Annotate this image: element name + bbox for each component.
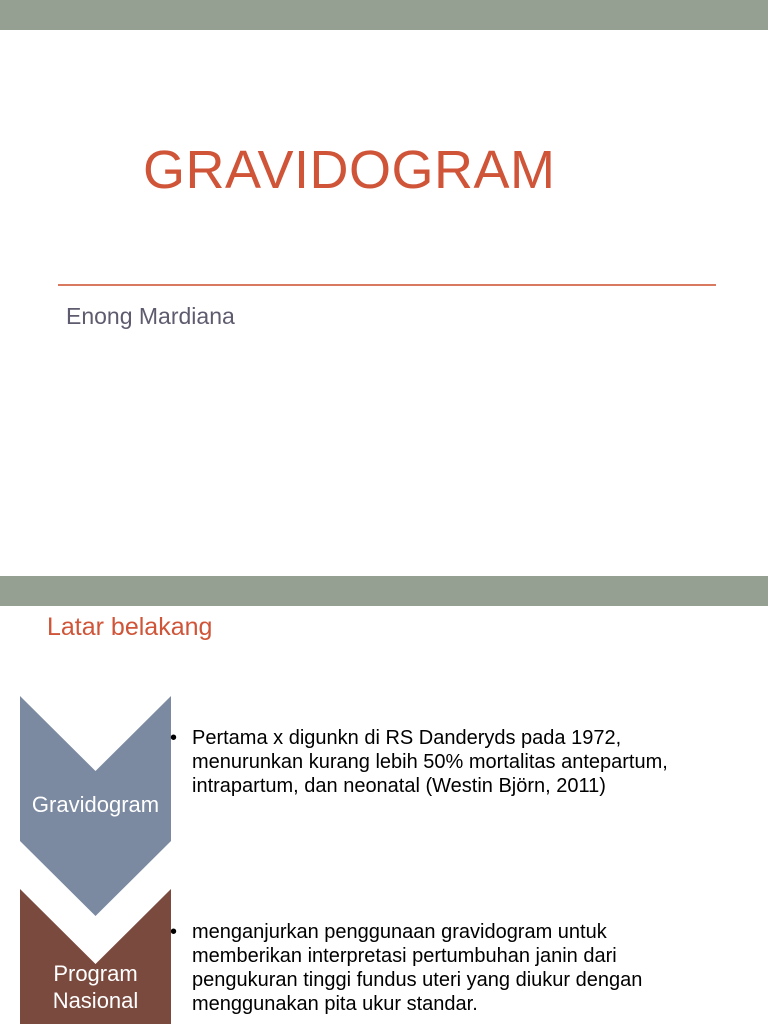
- bullet-item: [170, 726, 750, 798]
- chevron-label: Program Nasional: [52, 961, 139, 1013]
- bullet-text: Pertama x digunkn di RS Danderyds pada 1972, menurunkan kurang lebih 50% mortalitas antepartum, intrapartum, dan neonatal (Westin Björn, 2011): [192, 727, 668, 797]
- bullet-text: menganjurkan penggunaan gravidogram untuk memberikan interpretasi pertumbuhan janin dari pengukuran tinggi fundus uteri yang diukur dengan menggunakan pita ukur standar.: [192, 921, 643, 1015]
- chevron-program-nasional: [20, 889, 171, 1024]
- title-divider: [58, 284, 716, 286]
- slide-title: GRAVIDOGRAM: [143, 140, 556, 200]
- chevron-gravidogram: [20, 696, 171, 916]
- bullet-dot: •: [170, 921, 178, 943]
- bullet-item: [170, 920, 750, 1016]
- bullet-dot: •: [170, 727, 178, 749]
- slide-subtitle: Enong Mardiana: [66, 303, 235, 329]
- chevron-label: Gravidogram: [31, 792, 160, 817]
- content-slide: [0, 576, 768, 1024]
- section-heading: Latar belakang: [47, 613, 213, 641]
- slide-top-bar: [0, 0, 768, 30]
- slide-top-bar: [0, 576, 768, 606]
